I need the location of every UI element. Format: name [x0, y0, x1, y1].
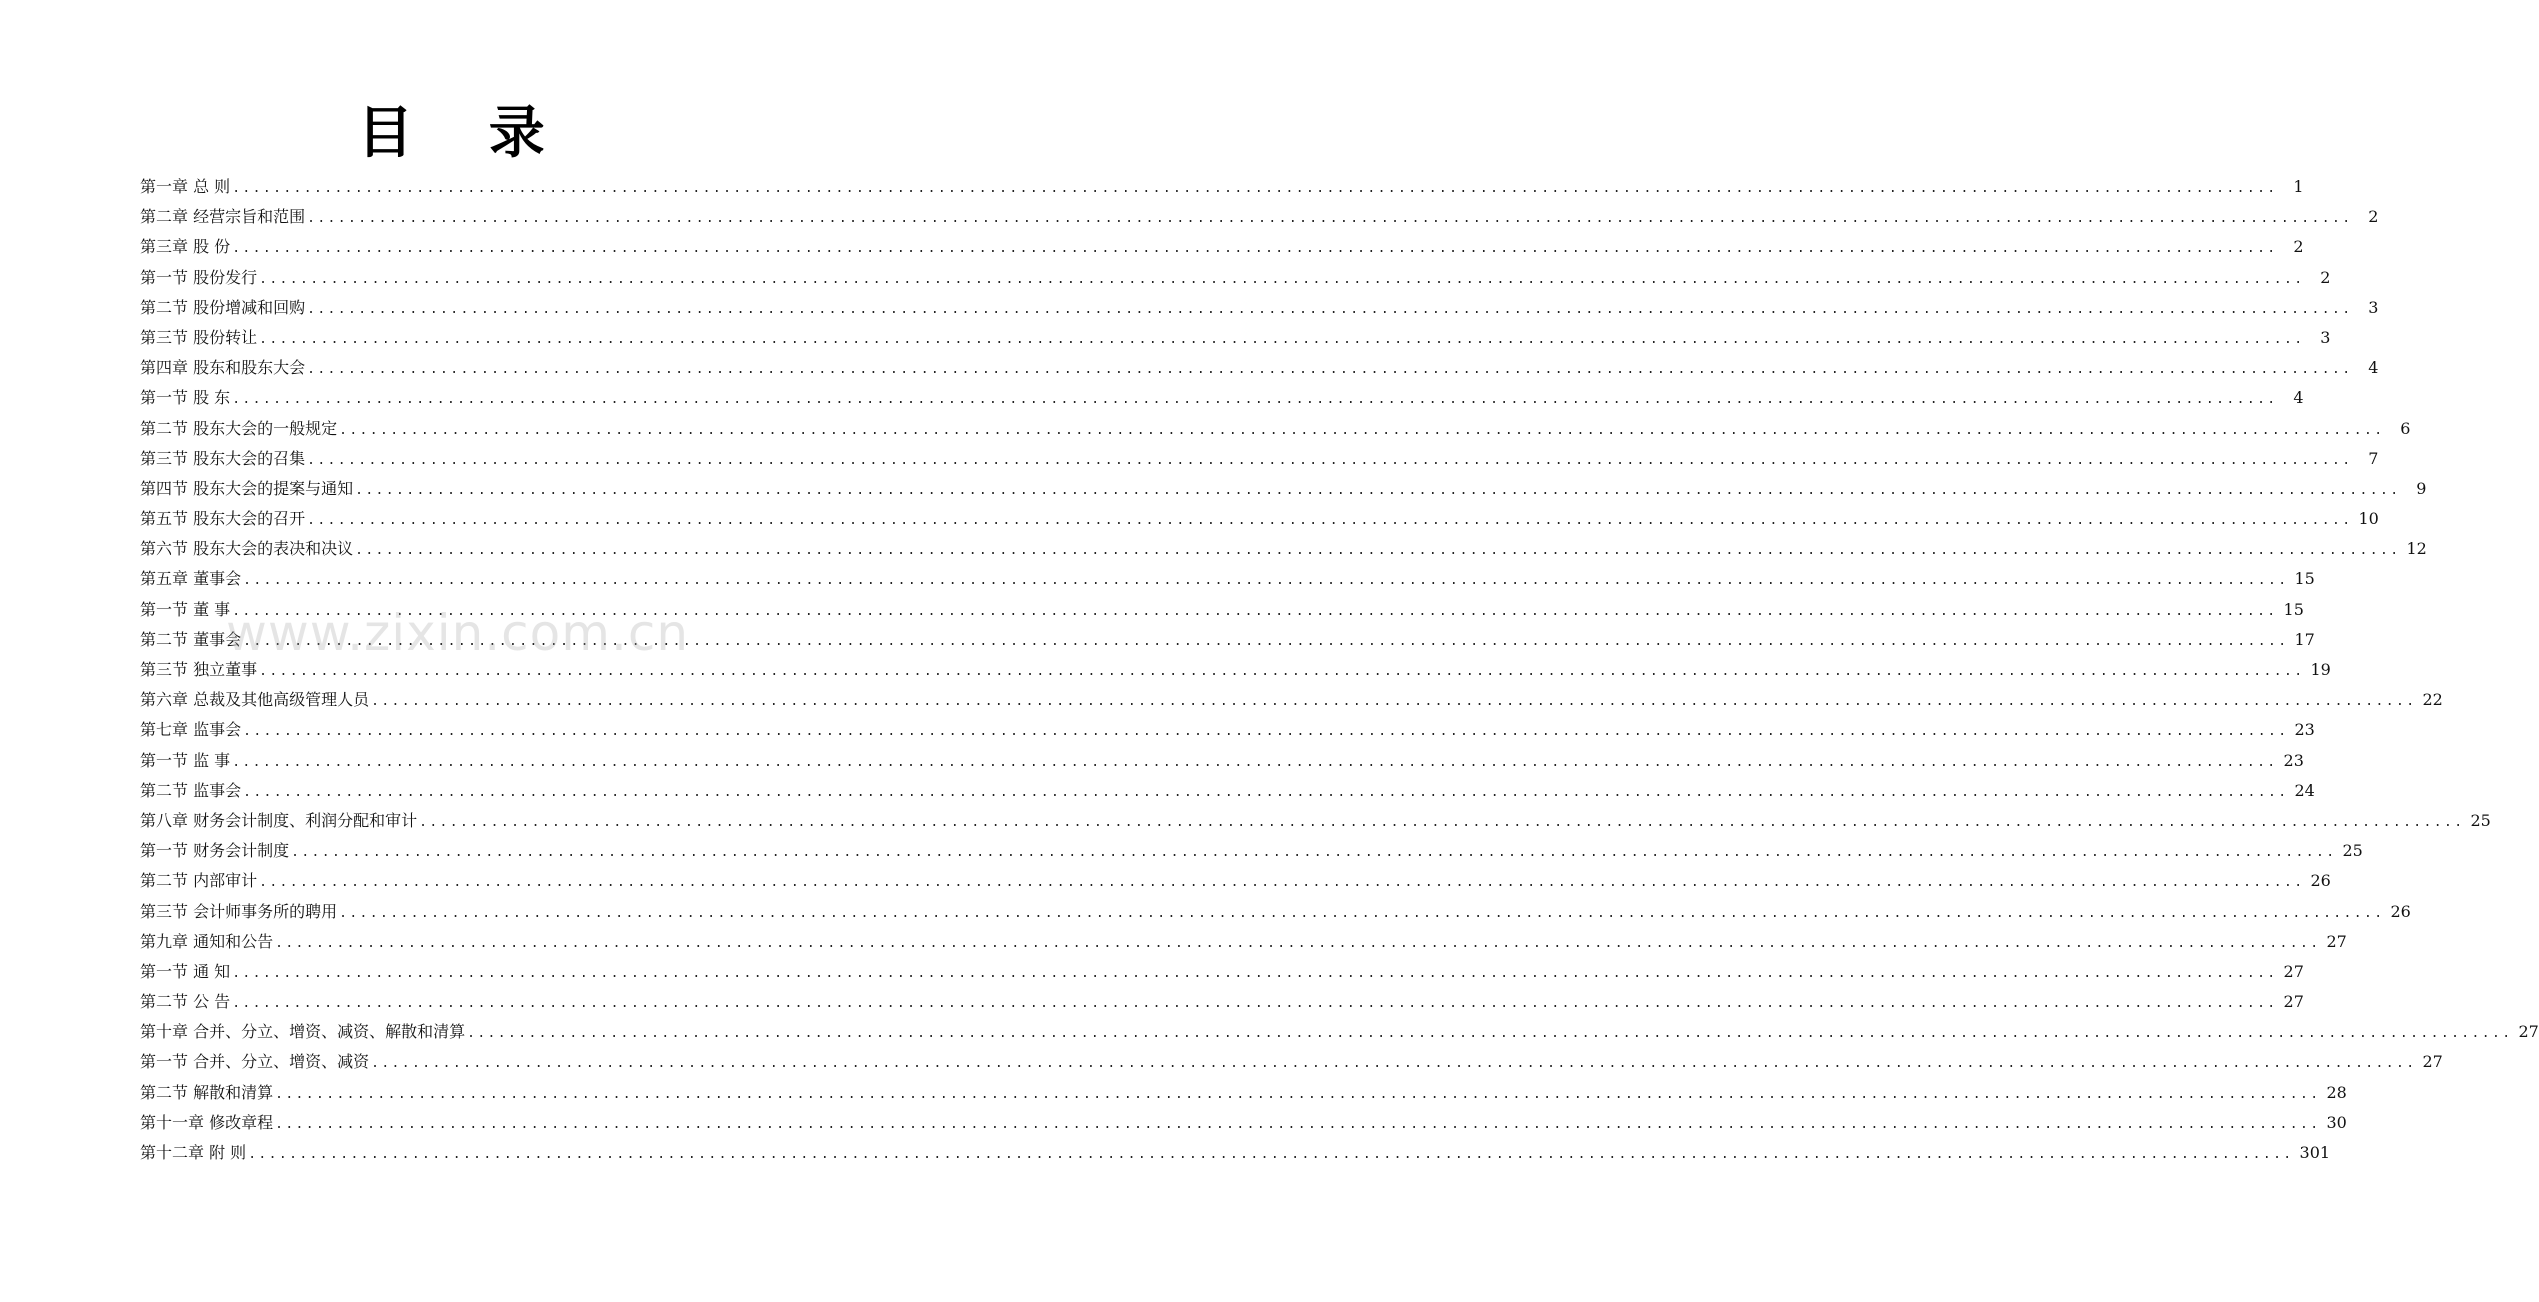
toc-entry[interactable] — [140, 414, 2411, 444]
toc-dot-leader: ........................................................................................................................................................................................................ — [243, 784, 2289, 800]
toc-entry-label: 第一节 合并、分立、增资、减资 — [140, 1052, 370, 1072]
toc-entry-label: 第二节 股东大会的一般规定 — [140, 418, 338, 438]
toc-dot-leader: ........................................................................................................................................................................................................ — [259, 331, 2305, 347]
toc-entry-label: 第十一章 修改章程 — [140, 1112, 274, 1132]
toc-entry-label: 第二节 股份增减和回购 — [140, 297, 306, 317]
toc-entry-page-number: 10 — [2358, 509, 2379, 529]
toc-entry-page-number: 27 — [2326, 931, 2347, 951]
table-of-contents — [140, 172, 2539, 1168]
toc-entry-page-number: 27 — [2422, 1052, 2443, 1072]
toc-entry-label: 第二节 公 告 — [140, 992, 231, 1012]
toc-dot-leader: ........................................................................................................................................................................................................ — [291, 845, 2337, 861]
toc-entry[interactable] — [140, 836, 2363, 866]
toc-entry[interactable] — [140, 1047, 2443, 1077]
toc-entry[interactable] — [140, 383, 2304, 413]
toc-entry[interactable] — [140, 202, 2379, 232]
toc-entry-page-number: 27 — [2283, 992, 2304, 1012]
toc-entry-label: 第一节 董 事 — [140, 599, 231, 619]
toc-entry-label: 第四节 股东大会的提案与通知 — [140, 478, 354, 498]
toc-dot-leader: ........................................................................................................................................................................................................ — [243, 633, 2289, 649]
toc-entry[interactable] — [140, 987, 2304, 1017]
toc-entry-page-number: 15 — [2283, 599, 2304, 619]
toc-entry[interactable] — [140, 957, 2304, 987]
toc-entry-page-number: 23 — [2283, 750, 2304, 770]
toc-entry-page-number: 19 — [2310, 660, 2331, 679]
toc-dot-leader: ........................................................................................................................................................................................................ — [275, 935, 2321, 951]
toc-entry-label: 第一节 通 知 — [140, 961, 231, 981]
toc-entry[interactable] — [140, 595, 2304, 625]
toc-entry-label: 第六节 股东大会的表决和决议 — [140, 539, 354, 559]
toc-entry-page-number: 27 — [2283, 961, 2304, 981]
toc-entry-page-number: 23 — [2294, 720, 2315, 740]
toc-entry[interactable] — [140, 263, 2331, 293]
toc-dot-leader: ........................................................................................................................................................................................................ — [307, 452, 2353, 468]
toc-entry[interactable] — [140, 444, 2379, 474]
toc-dot-leader: ........................................................................................................................................................................................................ — [232, 241, 2278, 257]
toc-entry-label: 第一节 监 事 — [140, 750, 231, 770]
toc-entry-page-number: 6 — [2400, 418, 2411, 438]
toc-entry[interactable] — [140, 685, 2443, 715]
toc-dot-leader: ........................................................................................................................................................................................................ — [339, 905, 2385, 921]
toc-entry-label: 第二节 内部审计 — [140, 871, 258, 891]
toc-entry-label: 第一节 股 东 — [140, 388, 231, 408]
toc-entry[interactable] — [140, 625, 2315, 655]
toc-entry[interactable] — [140, 564, 2315, 594]
toc-dot-leader: ........................................................................................................................................................................................................ — [259, 271, 2305, 287]
toc-entry[interactable] — [140, 927, 2347, 957]
toc-dot-leader: ........................................................................................................................................................................................................ — [243, 573, 2289, 589]
toc-entry-page-number: 2 — [2320, 267, 2331, 287]
toc-dot-leader: ........................................................................................................................................................................................................ — [232, 996, 2278, 1012]
toc-entry-label: 第二章 经营宗旨和范围 — [140, 207, 306, 227]
toc-entry-page-number: 1 — [2293, 177, 2304, 196]
toc-entry[interactable] — [140, 1017, 2539, 1047]
toc-entry-label: 第十二章 附 则 — [140, 1143, 247, 1162]
toc-dot-leader: ........................................................................................................................................................................................................ — [232, 603, 2278, 619]
toc-dot-leader: ........................................................................................................................................................................................................ — [355, 482, 2401, 498]
toc-entry-page-number: 26 — [2310, 871, 2331, 891]
toc-entry-page-number: 28 — [2326, 1082, 2347, 1102]
toc-entry-page-number: 25 — [2470, 810, 2491, 830]
toc-dot-leader: ........................................................................................................................................................................................................ — [371, 1056, 2417, 1072]
toc-entry[interactable] — [140, 1078, 2347, 1108]
toc-entry-label: 第七章 监事会 — [140, 720, 242, 740]
toc-entry-page-number: 4 — [2368, 358, 2379, 378]
toc-entry-page-number: 301 — [2299, 1143, 2331, 1162]
toc-entry-page-number: 9 — [2416, 478, 2427, 498]
toc-entry-page-number: 3 — [2368, 297, 2379, 317]
toc-dot-leader: ........................................................................................................................................................................................................ — [232, 965, 2278, 981]
toc-entry-label: 第九章 通知和公告 — [140, 931, 274, 951]
toc-entry-page-number: 25 — [2342, 841, 2363, 861]
toc-entry-label: 第三节 独立董事 — [140, 660, 258, 679]
toc-entry[interactable] — [140, 806, 2491, 836]
toc-dot-leader: ........................................................................................................................................................................................................ — [371, 694, 2417, 710]
toc-entry-page-number: 26 — [2390, 901, 2411, 921]
toc-entry-label: 第五节 股东大会的召开 — [140, 509, 306, 529]
toc-entry[interactable] — [140, 746, 2304, 776]
toc-entry-page-number: 22 — [2422, 690, 2443, 710]
toc-dot-leader: ........................................................................................................................................................................................................ — [232, 754, 2278, 770]
toc-dot-leader: ........................................................................................................................................................................................................ — [307, 513, 2353, 529]
watermark: www.zixin.com.cn — [226, 604, 690, 662]
toc-dot-leader: ........................................................................................................................................................................................................ — [275, 1086, 2321, 1102]
toc-entry-label: 第十章 合并、分立、增资、减资、解散和清算 — [140, 1022, 466, 1042]
toc-dot-leader: ........................................................................................................................................................................................................ — [275, 1116, 2321, 1132]
toc-entry[interactable] — [140, 776, 2315, 806]
toc-entry[interactable] — [140, 715, 2315, 745]
toc-entry-page-number: 17 — [2294, 629, 2315, 649]
toc-entry-label: 第六章 总裁及其他高级管理人员 — [140, 690, 370, 710]
toc-entry-label: 第二节 监事会 — [140, 780, 242, 800]
toc-entry-label: 第三节 股份转让 — [140, 327, 258, 347]
toc-entry[interactable] — [140, 1108, 2347, 1138]
toc-entry-page-number: 7 — [2368, 448, 2379, 468]
toc-entry-label: 第一节 股份发行 — [140, 267, 258, 287]
toc-entry[interactable] — [140, 897, 2411, 927]
toc-dot-leader: ........................................................................................................................................................................................................ — [339, 422, 2385, 438]
toc-entry-page-number: 12 — [2406, 539, 2427, 559]
toc-entry[interactable] — [140, 504, 2379, 534]
toc-dot-leader: ........................................................................................................................................................................................................ — [232, 392, 2278, 408]
toc-dot-leader: ........................................................................................................................................................................................................ — [259, 875, 2305, 891]
toc-entry-label: 第四章 股东和股东大会 — [140, 358, 306, 378]
toc-entry[interactable] — [140, 172, 2304, 202]
toc-entry[interactable] — [140, 534, 2427, 564]
toc-entry-label: 第八章 财务会计制度、利润分配和审计 — [140, 810, 418, 830]
toc-dot-leader: ........................................................................................................................................................................................................ — [259, 664, 2305, 679]
toc-entry-label: 第二节 董事会 — [140, 629, 242, 649]
toc-entry[interactable] — [140, 866, 2331, 896]
toc-entry[interactable] — [140, 232, 2304, 262]
toc-entry-label: 第一节 财务会计制度 — [140, 841, 290, 861]
page-title: 目 录 — [357, 101, 573, 166]
toc-entry-label: 第二节 解散和清算 — [140, 1082, 274, 1102]
toc-dot-leader: ........................................................................................................................................................................................................ — [355, 543, 2401, 559]
toc-dot-leader: ........................................................................................................................................................................................................ — [467, 1026, 2513, 1042]
toc-entry-label: 第三节 股东大会的召集 — [140, 448, 306, 468]
toc-entry-page-number: 4 — [2293, 388, 2304, 408]
toc-entry-page-number: 2 — [2293, 237, 2304, 257]
toc-dot-leader: ........................................................................................................................................................................................................ — [419, 814, 2465, 830]
toc-entry-label: 第三节 会计师事务所的聘用 — [140, 901, 338, 921]
toc-entry-page-number: 30 — [2326, 1112, 2347, 1132]
toc-entry-page-number: 27 — [2518, 1022, 2539, 1042]
toc-entry[interactable] — [140, 474, 2427, 504]
toc-dot-leader: ........................................................................................................................................................................................................ — [307, 211, 2353, 227]
toc-dot-leader: ........................................................................................................................................................................................................ — [243, 724, 2289, 740]
toc-entry[interactable] — [140, 1138, 2331, 1168]
toc-entry-page-number: 2 — [2368, 207, 2379, 227]
toc-entry[interactable] — [140, 293, 2379, 323]
toc-entry[interactable] — [140, 353, 2379, 383]
toc-entry-label: 第三章 股 份 — [140, 237, 231, 257]
toc-dot-leader: ........................................................................................................................................................................................................ — [248, 1147, 2294, 1162]
toc-dot-leader: ........................................................................................................................................................................................................ — [307, 362, 2353, 378]
toc-dot-leader: ........................................................................................................................................................................................................ — [307, 301, 2353, 317]
toc-entry-page-number: 24 — [2294, 780, 2315, 800]
toc-entry[interactable] — [140, 655, 2331, 685]
toc-entry-label: 第一章 总 则 — [140, 177, 231, 196]
toc-dot-leader: ........................................................................................................................................................................................................ — [232, 181, 2278, 196]
toc-entry-page-number: 15 — [2294, 569, 2315, 589]
toc-entry-page-number: 3 — [2320, 327, 2331, 347]
toc-entry-label: 第五章 董事会 — [140, 569, 242, 589]
toc-entry[interactable] — [140, 323, 2331, 353]
